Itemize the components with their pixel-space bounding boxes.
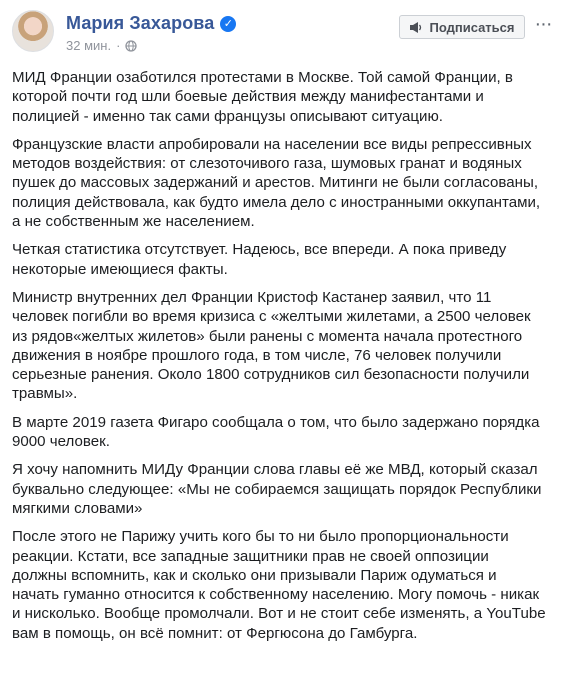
post-paragraph: Я хочу напомнить МИДу Франции слова главы её же МВД, который сказал буквально следующее: «Мы не собираемся защищать порядок Республики мягкими словами» — [12, 461, 542, 517]
subscribe-button[interactable] — [399, 15, 525, 39]
verified-check-icon: ✓ — [220, 16, 236, 32]
post-header — [0, 0, 565, 62]
avatar[interactable] — [12, 10, 54, 52]
globe-icon[interactable] — [125, 40, 137, 52]
more-options-icon[interactable]: ··· — [534, 13, 552, 35]
post-paragraph: МИД Франции озаботился протестами в Москве. Той самой Франции, в которой почти год шли боевые действия между манифестантами и полицией - именно так сами французы описывают ситуацию. — [12, 69, 513, 125]
author-name[interactable]: Мария Захарова — [66, 13, 215, 33]
post-paragraph: В марте 2019 газета Фигаро сообщала о том, что было задержано порядка 9000 человек. — [12, 413, 540, 451]
post-timestamp[interactable]: 32 мин. — [66, 38, 112, 53]
post-meta — [66, 38, 137, 53]
post-paragraph: После этого не Парижу учить кого бы то ни было пропорциональности реакции. Кстати, все западные защитники прав не своей оппозиции должны вспомнить, как и сколько они призывали Париж одуматься и начать гуманно относится к собственному населению. Могу помочь - никак и нисколько. Вообще промолчали. Вот и не стоит себе изменять, а YouTube вам в помощь, он всё помнит: от Фергюсона до Гамбурга. — [12, 528, 546, 642]
subscribe-icon — [409, 21, 423, 34]
meta-separator: · — [116, 38, 121, 53]
post-paragraph: Министр внутренних дел Франции Кристоф Кастанер заявил, что 11 человек погибли во время кризиса с «желтыми жилетами, а 2500 человек из рядов«желтых жилетов» были ранены с момента начала протестного движения в ноябре прошлого года, в том числе, 76 человек получили серьезные ранения. Около 1800 сотрудников сил безопасности получили травмы». — [12, 288, 531, 403]
post-paragraph: Французские власти апробировали на населении все виды репрессивных методов воздействия: от слезоточивого газа, шумовых гранат и водяных пушек до массовых задержаний и арестов. Митинги не были согласованы, полиция действовала, как будто имела дело с иностранными оккупантами, а не собственным же населением. — [12, 135, 541, 231]
post-body — [0, 62, 565, 643]
subscribe-label: Подписаться — [429, 19, 515, 35]
post-paragraph: Четкая статистика отсутствует. Надеюсь, все впереди. А пока приведу некоторые имеющиеся факты. — [12, 241, 507, 278]
author-row — [66, 13, 236, 34]
